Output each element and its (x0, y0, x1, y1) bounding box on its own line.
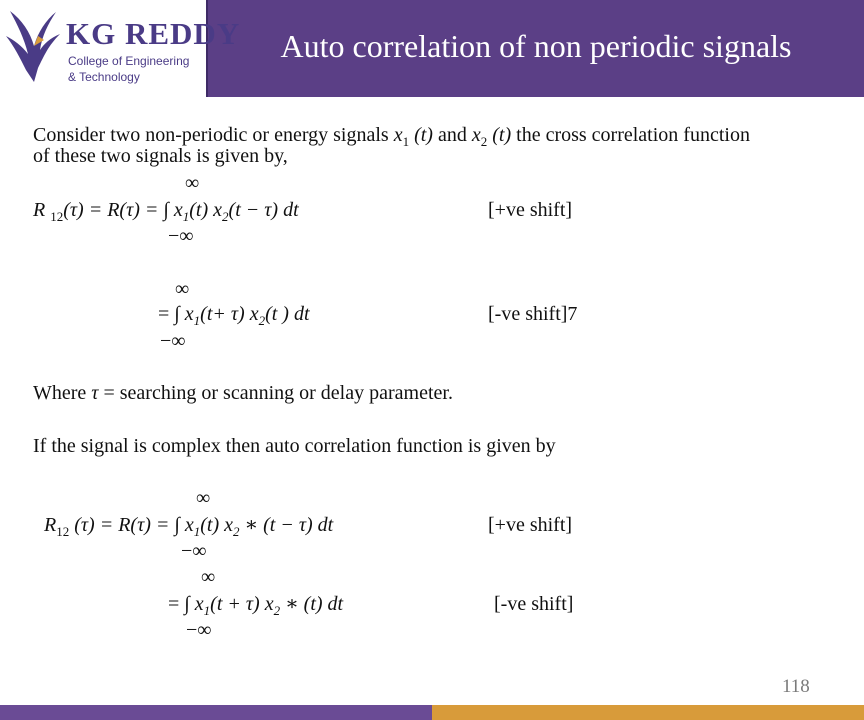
logo-name: KG REDDY (66, 16, 241, 51)
eq4-body-c: ∗ (t) dt (280, 593, 344, 615)
eq2-integral-sign: ∫ (174, 303, 180, 325)
eq4-upper-limit: ∞ (201, 566, 216, 588)
eq4-equals: = (168, 593, 185, 615)
eq3-body-sub2: 2 (233, 524, 240, 539)
eq4-body-sub1: 1 (203, 603, 211, 618)
intro-text-a: Consider two non-periodic or energy signals (33, 124, 394, 146)
eq2-expression (158, 303, 310, 332)
eq1-body-a: x (168, 199, 183, 221)
eq2-lower-limit: −∞ (160, 330, 186, 352)
eq3-body-b: (t) x (200, 514, 234, 536)
slide-title: Auto correlation of non periodic signals (280, 28, 792, 64)
eq3-integral-sign: ∫ (174, 514, 180, 536)
footer-bar-purple (0, 705, 432, 720)
eq3-body-a: x (179, 514, 194, 536)
eq1-lhs-sub: 12 (50, 209, 64, 224)
intro-line-2: of these two signals is given by, (33, 145, 288, 167)
eq1-lhs-b: (τ) = R(τ) = (63, 199, 164, 221)
eq3-lhs-sub: 12 (56, 524, 70, 539)
eq3-lhs-b: (τ) = R(τ) = (69, 514, 175, 536)
eq4-shift-note: [-ve shift] (494, 593, 574, 615)
logo-subtitle-line2: & Technology (68, 70, 140, 84)
slide-header (0, 0, 864, 97)
college-logo (0, 0, 241, 97)
where-text-a: Where (33, 382, 92, 404)
eq1-upper-limit: ∞ (185, 172, 200, 194)
eq1-body-sub2: 2 (222, 209, 229, 224)
eq3-expression (44, 514, 333, 543)
eq2-body-sub2: 2 (258, 313, 266, 328)
eq3-body-c: ∗ (t − τ) dt (239, 514, 334, 536)
eq4-expression (168, 593, 343, 622)
eq2-body-sub1: 1 (193, 313, 201, 328)
eq4-body-b: (t + τ) x (210, 593, 274, 615)
where-tau: τ (91, 382, 99, 404)
eq1-integral-sign: ∫ (163, 199, 169, 221)
eq1-expression (33, 199, 299, 228)
eagle-logo-icon (4, 6, 64, 86)
eq1-shift-note: [+ve shift] (488, 199, 573, 221)
eq4-body-sub2: 2 (273, 603, 281, 618)
eq3-body-sub1: 1 (193, 524, 201, 539)
eq2-body-a: x (179, 303, 194, 325)
eq2-body-b: (t+ τ) x (200, 303, 259, 325)
eq4-lower-limit: −∞ (186, 619, 212, 641)
eq1-body-c: (t − τ) dt (228, 199, 299, 221)
eq1-body-b: (t) x (189, 199, 223, 221)
page-number: 118 (782, 676, 810, 697)
intro-x2-sub: 2 (480, 134, 488, 149)
eq3-shift-note: [+ve shift] (488, 514, 573, 536)
intro-x1: x (393, 124, 403, 146)
where-line (33, 382, 453, 404)
footer-bar-orange (432, 705, 864, 720)
eq4-integral-sign: ∫ (184, 593, 190, 615)
eq3-upper-limit: ∞ (196, 487, 211, 509)
eq3-lhs-a: R (44, 514, 57, 536)
eq2-body-c: (t ) dt (265, 303, 310, 325)
eq1-body-sub1: 1 (182, 209, 190, 224)
intro-t1: (t) (409, 124, 433, 146)
intro-text-b: the cross correlation function (511, 124, 750, 146)
intro-and: and (432, 124, 472, 146)
eq2-equals: = (158, 303, 175, 325)
where-text-b: = searching or scanning or delay parameter. (98, 382, 453, 404)
eq1-lower-limit: −∞ (168, 225, 194, 247)
logo-subtitle-line1: College of Engineering (68, 54, 190, 68)
eq1-lhs-a: R (33, 199, 51, 221)
intro-x2: x (471, 124, 481, 146)
eq2-shift-note: [-ve shift]7 (488, 303, 578, 325)
eq3-lower-limit: −∞ (181, 540, 207, 562)
complex-signal-line: If the signal is complex then auto correlation function is given by (33, 435, 556, 457)
eq4-body-a: x (189, 593, 204, 615)
eq2-upper-limit: ∞ (175, 278, 190, 300)
intro-x1-sub: 1 (402, 134, 410, 149)
intro-t2: (t) (487, 124, 512, 146)
